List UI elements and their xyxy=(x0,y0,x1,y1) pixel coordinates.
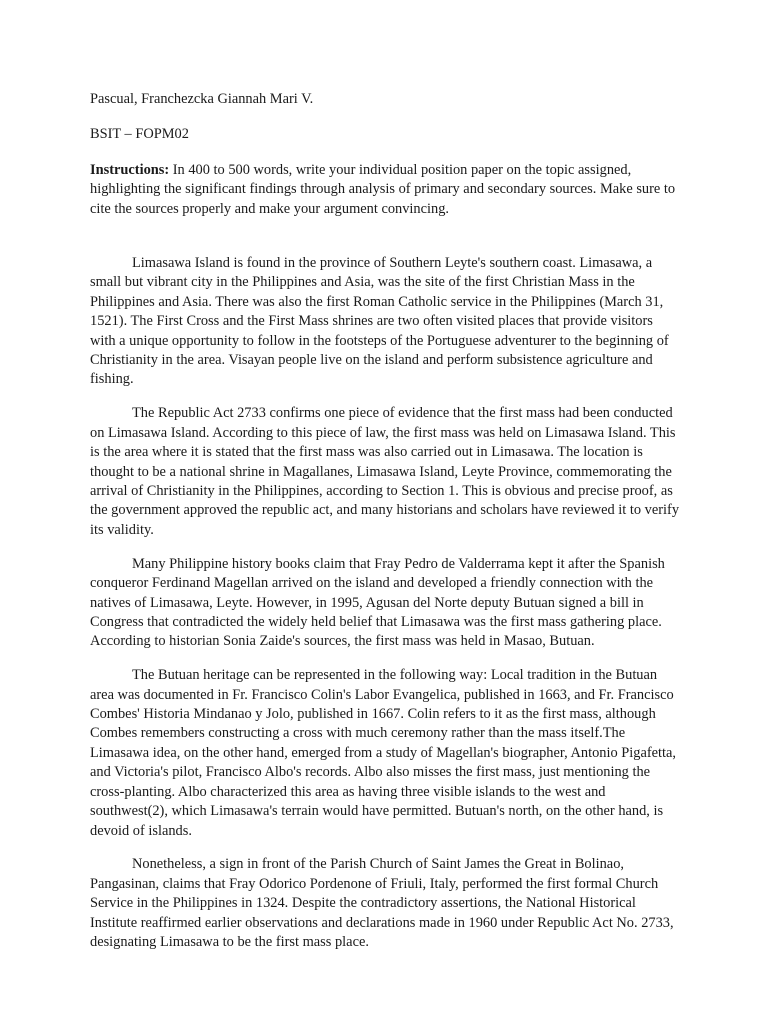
instructions-label: Instructions: xyxy=(90,161,170,178)
body-paragraph-1: Limasawa Island is found in the province of Southern Leyte's southern coast. Limasawa, a small but vibrant city in the Philippines and Asia, was the site of the first Christian Mass in the Philippines and Asia. There was also the first Roman Catholic service in the Philippines (March 31, 1521). The First Cross and the First Mass shrines are two often visited places that provide visitors with a unique opportunity to follow in the footsteps of the Portuguese adventurer to the beginning of Christianity in the area. Visayan people live on the island and perform subsistence agriculture and fishing. xyxy=(90,255,669,388)
author-name: Pascual, Franchezcka Giannah Mari V. xyxy=(90,91,314,107)
instructions-block xyxy=(90,161,680,219)
body-paragraph-4: The Butuan heritage can be represented in the following way: Local tradition in the Butuan area was documented in Fr. Francisco Colin's Labor Evangelica, published in 1663, and Fr. Francisco Combes' Historia Mindanao y Jolo, published in 1667. Colin refers to it as the first mass, although Combes remembers constructing a cross with much ceremony rather than the mass itself.The Limasawa idea, on the other hand, emerged from a study of Magellan's biographer, Antonio Pigafetta, and Victoria's pilot, Francisco Albo's records. Albo also misses the first mass, just mentioning the cross-planting. Albo characterized this area as having three visible islands to the west and southwest(2), which Limasawa's terrain would have permitted. Butuan's north, on the other hand, is devoid of islands. xyxy=(90,667,677,839)
body-paragraph-5: Nonetheless, a sign in front of the Parish Church of Saint James the Great in Bolinao, Pangasinan, claims that Fray Odorico Pordenone of Friuli, Italy, performed the first formal Church Service in the Philippines in 1324. Despite the contradictory assertions, the National Historical Institute reaffirmed earlier observations and declarations made in 1960 under Republic Act No. 2733, designating Limasawa to be the first mass place. xyxy=(90,856,674,951)
document-content xyxy=(90,90,680,967)
body-paragraph-3: Many Philippine history books claim that Fray Pedro de Valderrama kept it after the Spanish conqueror Ferdinand Magellan arrived on the island and developed a friendly connection with the natives of Limasawa, Leyte. However, in 1995, Agusan del Norte deputy Butuan signed a bill in Congress that contradicted the widely held belief that Limasawa was the first mass gathering place. According to historian Sonia Zaide's sources, the first mass was held in Masao, Butuan. xyxy=(90,555,665,650)
instructions-text: In 400 to 500 words, write your individual position paper on the topic assigned, highlighting the significant findings through analysis of primary and secondary sources. Make sure to cite the sources properly and make your argument convincing. xyxy=(90,161,676,217)
course-section: BSIT – FOPM02 xyxy=(90,126,189,143)
body-paragraph-2: The Republic Act 2733 confirms one piece of evidence that the first mass had been conducted on Limasawa Island. According to this piece of law, the first mass was held on Limasawa Island. This is the area where it is stated that the first mass was also carried out in Limasawa. The location is thought to be a national shrine in Magallanes, Limasawa Island, Leyte Province, commemorating the arrival of Christianity in the Philippines, according to Section 1. This is obvious and precise proof, as the government approved the republic act, and many historians and scholars have reviewed it to verify its validity. xyxy=(90,405,680,538)
